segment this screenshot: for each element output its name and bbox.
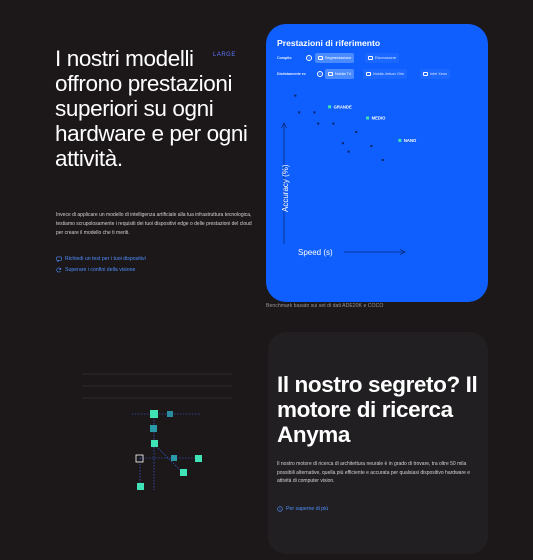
hero-description: Invece di applicare un modello di intelligenza artificiale alla tua infrastruttura tecnologica, testiamo scrupolosamente i requisiti dei tuoi dispositivi edge o delle prestazioni del cloud per creare il modello che ti meriti. [56,212,252,236]
secret-card [268,332,488,554]
chart-x-label: Speed (s) [298,248,333,257]
chart-point [342,142,344,144]
refresh-icon [56,267,62,273]
chip-nvidia-t4-label: Nvidia T4 [335,72,351,76]
request-test-link[interactable] [56,256,146,262]
chart-point-label: MEDIO [371,115,386,121]
benchmark-card [266,24,488,302]
network-node [136,455,143,462]
chart-points [294,95,417,161]
benchmark-title: Prestazioni di riferimento [277,38,381,48]
gpu-icon [328,72,333,76]
network-node [150,425,157,432]
chart-point [294,95,296,97]
device-label: Distintamente ev [277,72,306,76]
chart-point [332,123,334,125]
chart-point-highlight [328,105,331,108]
chip-recognize-label: Riconoscere [375,56,397,60]
chip-recognize[interactable] [365,53,399,63]
chart-point [355,131,357,133]
chip-nvidia-t4[interactable] [325,69,354,79]
chip-segmentation[interactable] [315,53,354,63]
chip-jetson-orin-label: Nvidia Jetson Orin [373,72,405,76]
network-node [167,411,173,417]
hero-title: I nostri modelli offrono prestazioni superiori su ogni hardware e per ogni attività. [55,46,248,171]
chart-point-label: NANO [403,137,417,143]
chart-point-label: GRANDE [333,104,352,110]
gpu-icon [366,72,371,76]
network-node [180,469,187,476]
chart-point-highlight [366,117,369,120]
hero-tag: LARGE [213,52,236,58]
cpu-icon [423,72,428,76]
segmentation-icon [318,56,323,60]
secret-description: Il nostro motore di ricerca di architettura neurale è in grado di trovare, tra oltre 50 mila possibili alternative, quella più efficiente e accurata per qualsiasi dispositivo hardware e attività di computer vision. [277,461,471,484]
benchmark-chart [266,84,488,264]
request-test-label: Richiedi un test per i tuoi dispositivi [65,256,146,262]
chip-segmentation-label: Segmentazione [325,56,352,60]
chart-point [298,111,300,113]
learn-more-link[interactable] [277,506,328,512]
chip-jetson-orin[interactable] [363,69,407,79]
network-node [151,440,158,447]
chart-y-label: Accuracy (%) [281,164,290,212]
chart-point [382,159,384,161]
vision-limits-link[interactable] [56,267,135,273]
chart-point [348,151,350,153]
chip-intel-xeon-label: Intel Xeon [430,72,448,76]
info-icon[interactable]: i [306,55,312,61]
vision-limits-label: Superare i confini della visione [65,267,136,273]
chip-intel-xeon[interactable] [420,69,450,79]
secret-title: Il nostro segreto? Il motore di ricerca Anyma [277,372,478,447]
network-node [195,455,202,462]
chat-icon [56,256,62,262]
network-node [137,483,144,490]
chart-point [370,145,372,147]
chart-point-highlight [398,139,401,142]
benchmark-caption: Benchmark basato sui set di dati ADE20K e COCO [266,303,384,309]
neural-network-illustration [82,360,232,540]
info-circle-icon [277,506,283,512]
task-label: Compito [277,56,292,60]
chart-point [317,123,319,125]
network-node [150,410,158,418]
learn-more-label: Per saperne di più [286,506,329,512]
info-icon-2[interactable]: i [317,71,323,77]
recognize-icon [368,56,373,60]
chart-point [313,111,315,113]
network-node [171,455,177,461]
